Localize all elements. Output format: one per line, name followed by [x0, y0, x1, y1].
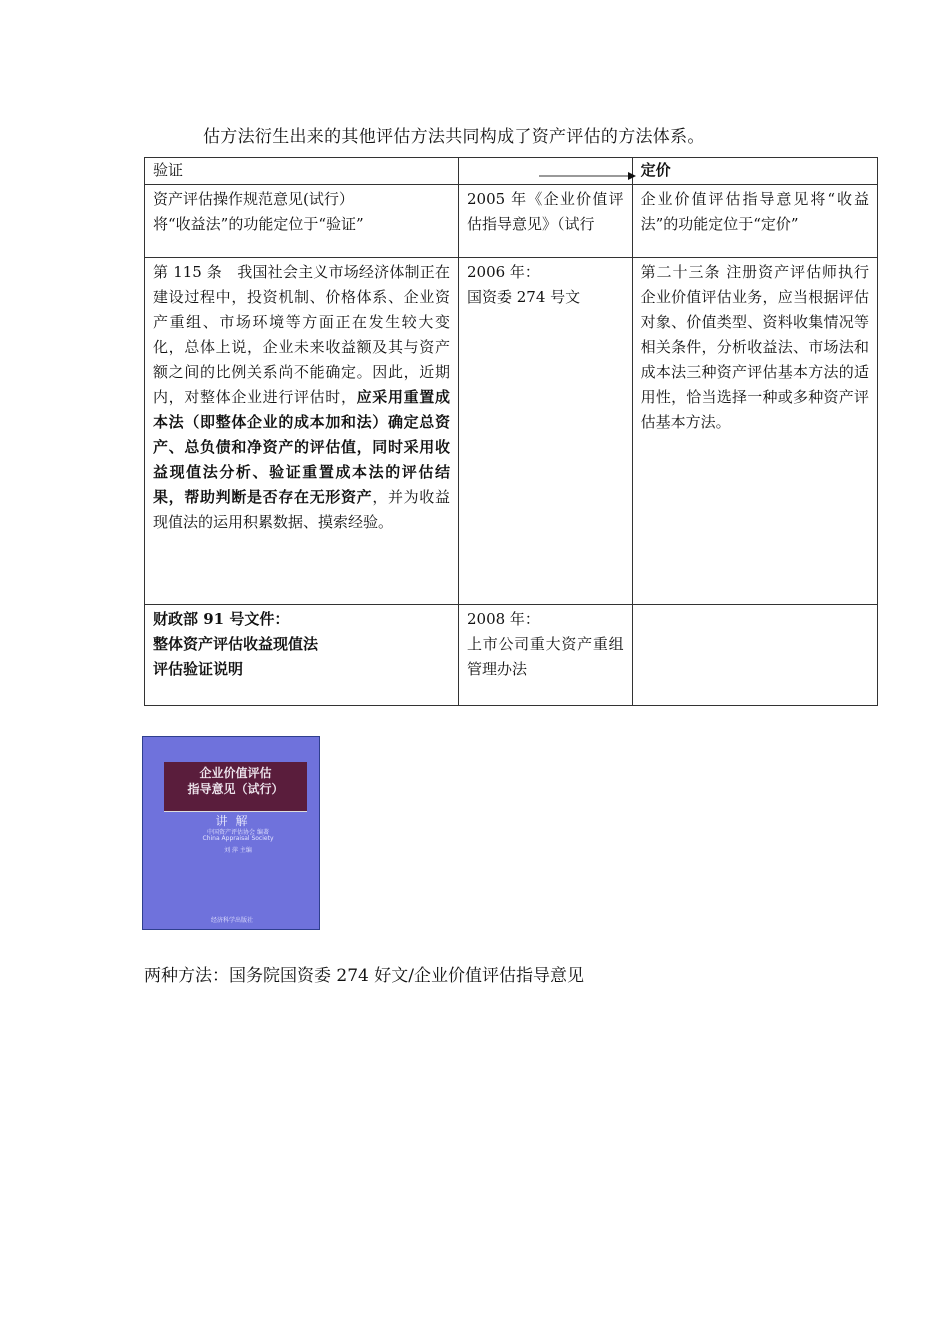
comparison-table [144, 157, 878, 706]
cell-2005-guideline: 2005 年《企业价值评估指导意见》（试行 [458, 185, 632, 258]
cell-pricing-guideline: 企业价值评估指导意见将“收益法”的功能定位于“定价” [632, 185, 877, 258]
arrow-right-icon [539, 171, 637, 181]
table-row [145, 185, 878, 258]
cell-2008-rules: 2008 年： 上市公司重大资产重组管理办法 [458, 605, 632, 706]
book-title: 企业价值评估 指导意见（试行） [164, 762, 307, 812]
book-cover-image [142, 736, 320, 930]
table-header-row [145, 158, 878, 185]
book-author: 中国资产评估协会 编著 [207, 829, 269, 836]
cell-empty [632, 605, 877, 706]
header-pricing: 定价 [632, 158, 877, 185]
book-author-en: China Appraisal Society [202, 835, 274, 842]
header-arrow-cell [458, 158, 632, 185]
book-editor: 刘 萍 主编 [224, 847, 252, 854]
caption: 两种方法：国务院国资委 274 好文/企业价值评估指导意见 [144, 966, 584, 986]
book-publisher: 经济科学出版社 [210, 917, 253, 924]
cell-operating-standard: 资产评估操作规范意见(试行） 将“收益法”的功能定位于“验证” [145, 185, 459, 258]
cell-2006-sasac: 2006 年： 国资委 274 号文 [458, 258, 632, 605]
cell-mof-91: 财政部 91 号文件： 整体资产评估收益现值法 评估验证说明 [145, 605, 459, 706]
cell-article-115: 第 115 条 我国社会主义市场经济体制正在建设过程中，投资机制、价格体系、企业资产重组、市场环境等方面正在发生较大变化，总体上说，企业未来收益额及其与资产额之间的比例关系尚不能确定。因此，近期内，对整体企业进行评估时，应采用重置成本法（即整体企业的成本加和法）确定总资产、总负债和净资产的评估值，同时采用收益现值法分析、验证重置成本法的评估结果，帮助判断是否存在无形资产，并为收益现值法的运用积累数据、摸索经验。 [145, 258, 459, 605]
cell-article-23: 第二十三条 注册资产评估师执行企业价值评估业务，应当根据评估对象、价值类型、资料收集情况等相关条件，分析收益法、市场法和成本法三种资产评估基本方法的适用性，恰当选择一种或多种资产评估基本方法。 [632, 258, 877, 605]
table-row [145, 605, 878, 706]
book-subtitle: 讲解 [164, 811, 307, 828]
intro-paragraph: 估方法衍生出来的其他评估方法共同构成了资产评估的方法体系。 [203, 127, 705, 147]
table-row [145, 258, 878, 605]
header-verify: 验证 [145, 158, 459, 185]
